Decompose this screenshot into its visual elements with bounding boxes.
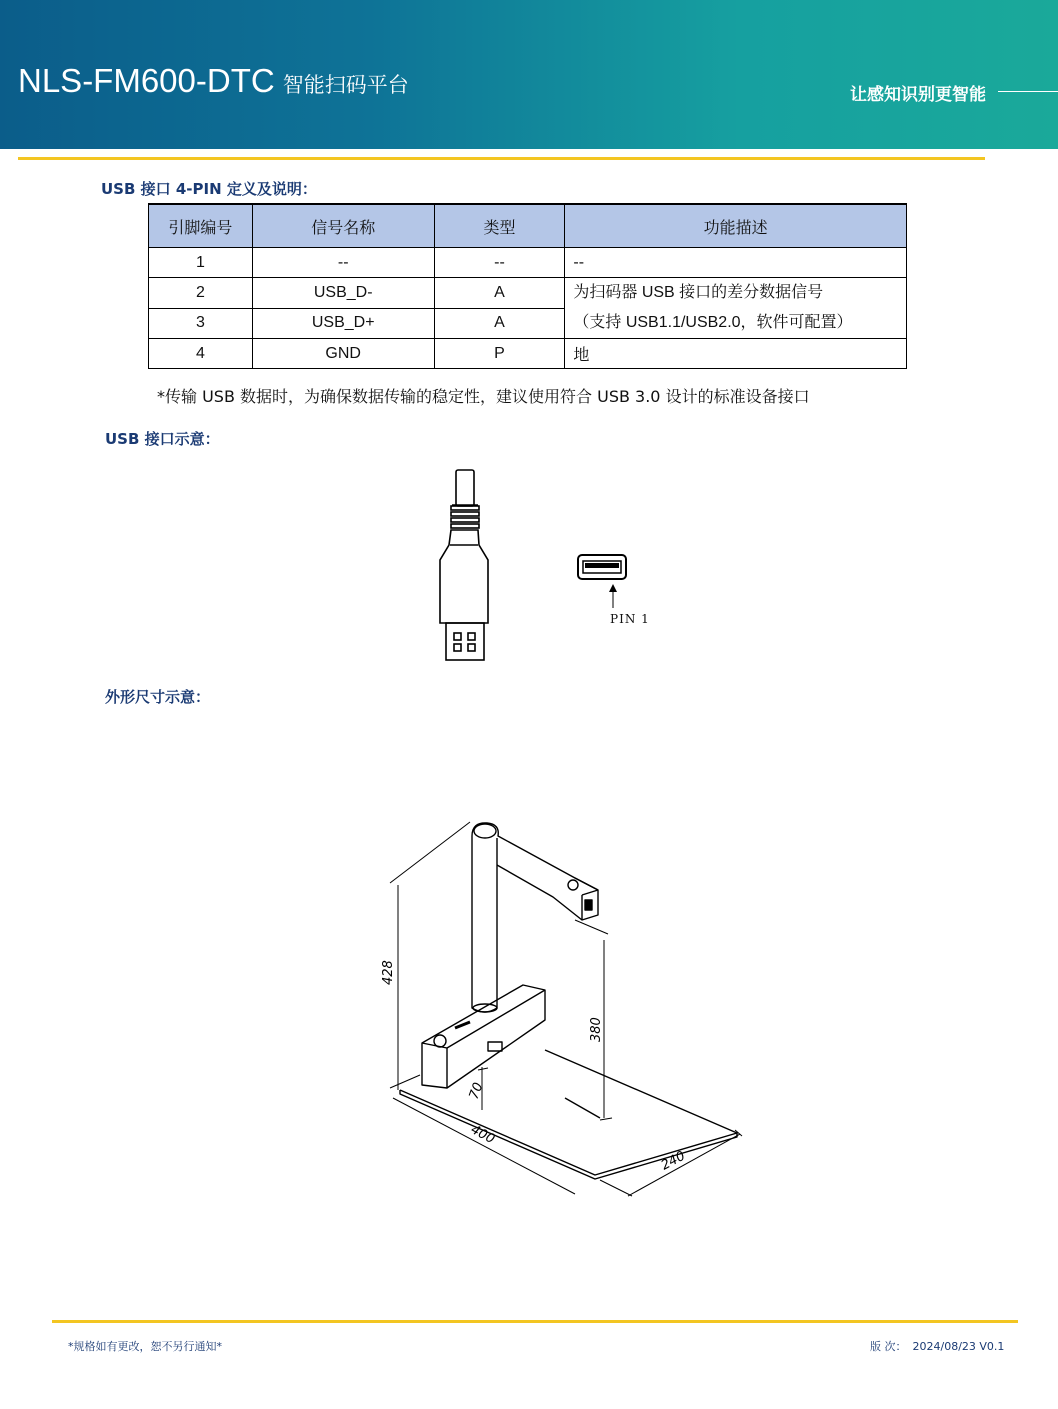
desc-cell-merged <box>565 278 907 339</box>
dim-label-428: 428 <box>381 960 396 985</box>
document-title <box>18 62 409 100</box>
pin1-label: PIN 1 <box>610 612 650 626</box>
header-signal-name: 信号名称 <box>252 204 434 248</box>
section-title-dimensions: 外形尺寸示意： <box>105 688 211 706</box>
pin-definition-table <box>148 203 907 369</box>
table-header-row <box>149 204 907 248</box>
pin-cell: 2 <box>149 278 253 309</box>
dimension-drawing <box>370 815 750 1215</box>
desc-cell: 地 <box>565 339 907 369</box>
signal-cell: USB_D+ <box>252 308 434 339</box>
slogan-rule <box>998 91 1058 92</box>
version-label: 版 次： <box>870 1340 907 1353</box>
type-cell: A <box>434 278 565 309</box>
table-row <box>149 278 907 309</box>
signal-cell: USB_D- <box>252 278 434 309</box>
usb-plug-illustration <box>430 465 500 665</box>
desc-line-1: 为扫码器 USB 接口的差分数据信号 <box>573 284 824 301</box>
dim-label-240: 240 <box>658 1148 688 1174</box>
page-header <box>0 0 1058 149</box>
section-title-usb-pin: USB 接口 4-PIN 定义及说明： <box>101 180 317 198</box>
dim-label-380: 380 <box>589 1017 604 1042</box>
pin-cell: 3 <box>149 308 253 339</box>
desc-line-2: （支持 USB1.1/USB2.0，软件可配置） <box>573 314 853 331</box>
product-subtitle: 智能扫码平台 <box>282 73 409 97</box>
model-name: NLS-FM600-DTC <box>18 62 275 99</box>
header-function: 功能描述 <box>565 204 907 248</box>
desc-cell: -- <box>565 248 907 278</box>
type-cell: -- <box>434 248 565 278</box>
signal-cell: GND <box>252 339 434 369</box>
footer-version <box>870 1338 1004 1354</box>
pin-cell: 4 <box>149 339 253 369</box>
section-title-usb-diagram: USB 接口示意： <box>105 430 220 448</box>
table-row <box>149 339 907 369</box>
version-value: 2024/08/23 V0.1 <box>912 1340 1005 1353</box>
bottom-accent-rule <box>52 1320 1018 1323</box>
table-row <box>149 248 907 278</box>
usb-port-illustration <box>575 550 635 610</box>
type-cell: P <box>434 339 565 369</box>
header-pin-number: 引脚编号 <box>149 204 253 248</box>
dim-label-70: 70 <box>466 1080 487 1102</box>
footer-disclaimer: *规格如有更改，恕不另行通知* <box>68 1340 222 1353</box>
brand-slogan: 让感知识别更智能 <box>850 85 986 105</box>
usb-note: *传输 USB 数据时，为确保数据传输的稳定性，建议使用符合 USB 3.0 设计的标准设备接口 <box>157 387 810 406</box>
pin-cell: 1 <box>149 248 253 278</box>
signal-cell: -- <box>252 248 434 278</box>
top-accent-rule <box>18 157 985 160</box>
type-cell: A <box>434 308 565 339</box>
dim-label-400: 400 <box>468 1122 498 1148</box>
header-type: 类型 <box>434 204 565 248</box>
